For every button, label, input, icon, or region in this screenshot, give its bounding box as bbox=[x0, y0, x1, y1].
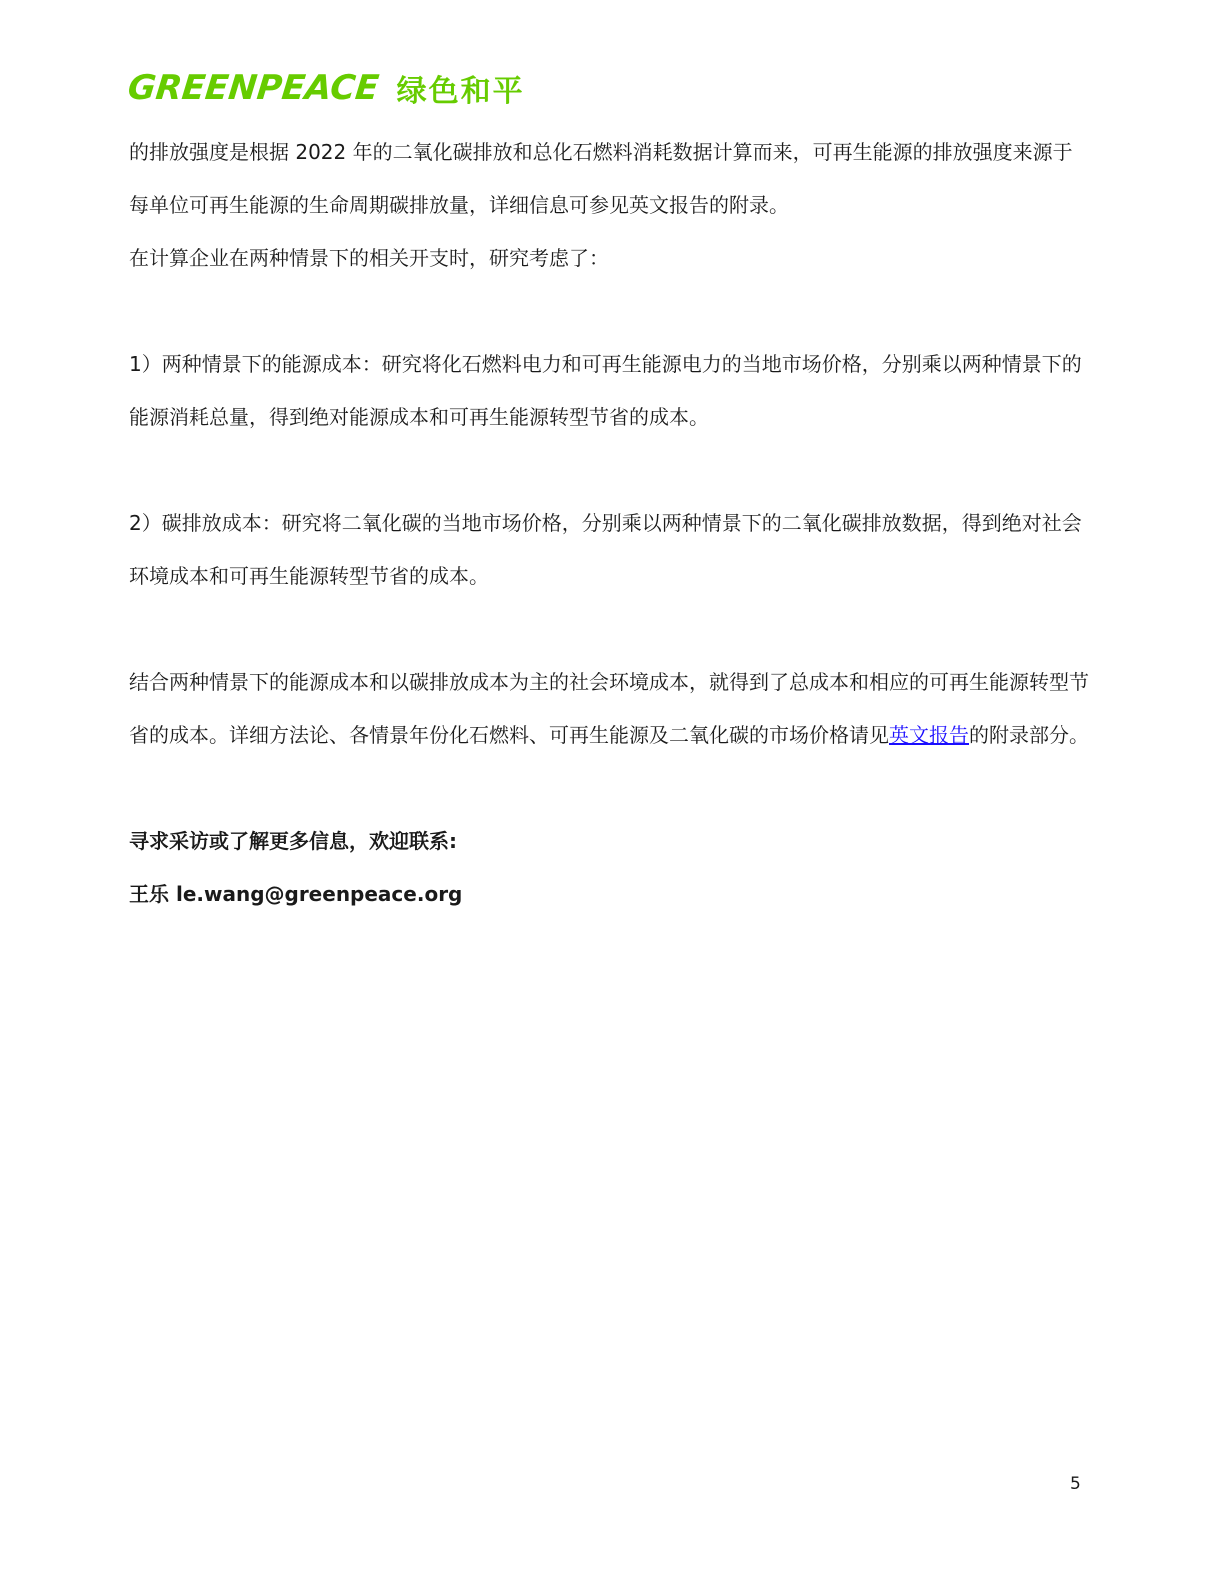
paragraph-energy-cost: 1）两种情景下的能源成本：研究将化石燃料电力和可再生能源电力的当地市场价格，分别乘以两种情景下的能源消耗总量，得到绝对能源成本和可再生能源转型节省的成本。 bbox=[129, 352, 1082, 429]
paragraph-carbon-cost: 2）碳排放成本：研究将二氧化碳的当地市场价格，分别乘以两种情景下的二氧化碳排放数据，得到绝对社会环境成本和可再生能源转型节省的成本。 bbox=[129, 511, 1082, 588]
paragraph-emission-intensity: 的排放强度是根据 2022 年的二氧化碳排放和总化石燃料消耗数据计算而来，可再生能源的排放强度来源于每单位可再生能源的生命周期碳排放量，详细信息可参见英文报告的附录。 bbox=[129, 140, 1073, 217]
page-number: 5 bbox=[1070, 1474, 1081, 1494]
contact-heading: 寻求采访或了解更多信息，欢迎联系: bbox=[129, 829, 457, 853]
paragraph-cost-intro: 在计算企业在两种情景下的相关开支时，研究考虑了： bbox=[129, 246, 609, 270]
logo-text-en: GREENPEACE bbox=[125, 68, 381, 108]
contact-email-line: 王乐 le.wang@greenpeace.org bbox=[129, 882, 463, 906]
logo-text-cn: 绿色和平 bbox=[396, 74, 525, 109]
paragraph-total-cost bbox=[129, 656, 1089, 762]
paragraph-total-cost-text: 结合两种情景下的能源成本和以碳排放成本为主的社会环境成本，就得到了总成本和相应的可再生能源转型节省的成本。详细方法论、各情景年份化石燃料、可再生能源及二氧化碳的市场价格请见 bbox=[129, 670, 1089, 747]
english-report-link[interactable]: 英文报告 bbox=[889, 723, 969, 747]
greenpeace-logo bbox=[125, 66, 525, 110]
paragraph-total-cost-tail: 的附录部分。 bbox=[969, 723, 1089, 747]
document-body bbox=[129, 126, 1089, 921]
